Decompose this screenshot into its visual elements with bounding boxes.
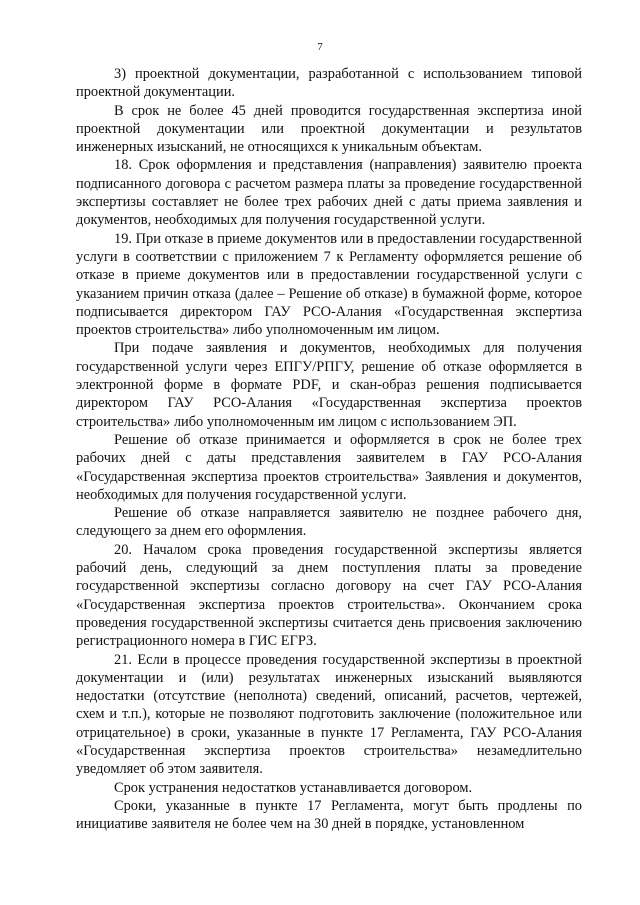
paragraph-extension: Сроки, указанные в пункте 17 Регламента, могут быть продлены по инициативе заявителя не более чем на 30 дней в порядке, установленном [76,797,582,833]
paragraph-19: 19. При отказе в приеме документов или в предоставлении государственной услуги в соответствии с приложением 7 к Регламенту оформляется решение об отказе в приеме документов или в предоставлении государственной услуги с указанием причин отказа (далее – Решение об отказе) в бумажной форме, которое подписывается директором ГАУ РСО-Алания «Государственная экспертиза проектов строительства» либо уполномоченным им лицом. [76,230,582,339]
paragraph-18: 18. Срок оформления и представления (направления) заявителю проекта подписанного договора с расчетом размера платы за проведение государственной экспертизы составляет не более трех рабочих дней с даты приема заявления и документов, необходимых для получения государственной услуги. [76,157,582,229]
paragraph-epgu-submission: При подаче заявления и документов, необходимых для получения государственной услуги через ЕПГУ/РПГУ, решение об отказе оформляется в электронной форме в формате PDF, и скан-образ решения подписывается директором ГАУ РСО-Алания «Государственная экспертиза проектов строительства» либо уполномоченным им лицом с использованием ЭП. [76,340,582,430]
paragraph-20: 20. Началом срока проведения государственной экспертизы является рабочий день, следующий за днем поступления платы за проведение государственной экспертизы согласно договору на счет ГАУ РСО-Алания «Государственная экспертиза проектов строительства». Окончанием срока проведения государственной экспертизы считается день присвоения заключению регистрационного номера в ГИС ЕГРЗ. [76,541,582,650]
paragraph-defects-deadline: Срок устранения недостатков устанавливается договором. [114,779,473,796]
page-number: 7 [317,41,323,53]
paragraph-item-3: 3) проектной документации, разработанной с использованием типовой проектной документации. [76,66,582,101]
paragraph-21: 21. Если в процессе проведения государственной экспертизы в проектной документации и (или) результатах инженерных изысканий выявляются недостатки (отсутствие (неполнота) сведений, описаний, расчетов, чертежей, схем и т.п.), которые не позволяют подготовить заключение (положительное или отрицательное) в сроки, указанные в пункте 17 Регламента, ГАУ РСО-Алания «Государственная экспертиза проектов строительства» незамедлительно уведомляет об этом заявителя. [76,651,582,778]
paragraph-refusal-sending: Решение об отказе направляется заявителю не позднее рабочего дня, следующего за днем его оформления. [76,505,582,540]
paragraph-refusal-deadline: Решение об отказе принимается и оформляется в срок не более трех рабочих дней с даты представления заявителем в ГАУ РСО-Алания «Государственная экспертиза проектов строительства» Заявления и документов, необходимых для получения государственной услуги. [76,431,582,503]
paragraph-45-days: В срок не более 45 дней проводится государственная экспертиза иной проектной документации или проектной документации и результатов инженерных изысканий, не относящихся к уникальным объектам. [76,102,582,156]
document-body [76,65,582,833]
